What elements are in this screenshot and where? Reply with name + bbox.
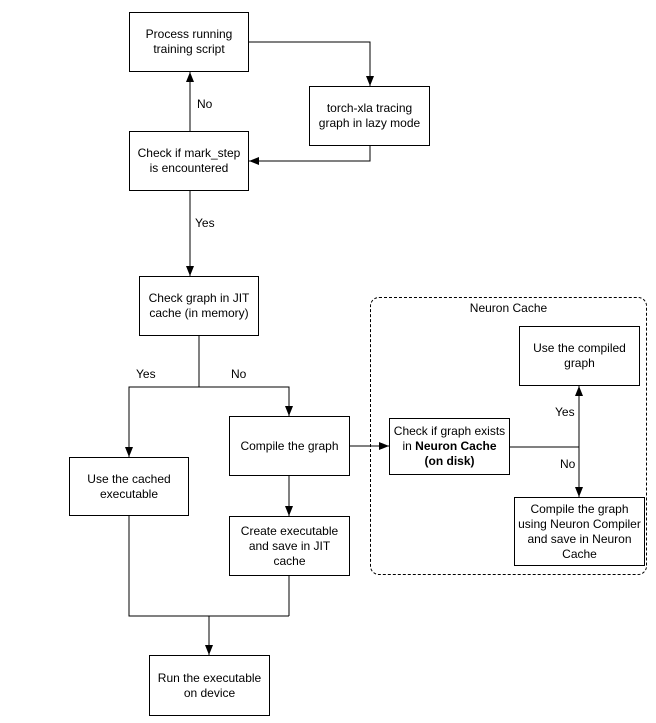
node-label: Run the executable on device xyxy=(157,670,262,700)
node-check-jit-cache xyxy=(139,276,259,336)
node-label: Use the compiled graph xyxy=(533,341,626,370)
node-torch-xla-tracing xyxy=(309,86,430,146)
edge-label-no-markstep: No xyxy=(197,97,213,111)
node-process-running-training-script xyxy=(129,12,249,72)
node-label-bold: Neuron Cache (on disk) xyxy=(415,439,497,468)
edge-label-no-jit-miss: No xyxy=(231,367,247,381)
node-compile-the-graph xyxy=(229,416,350,476)
edge-label-yes-jit-hit: Yes xyxy=(136,367,156,381)
neuron-cache-group-title: Neuron Cache xyxy=(469,301,548,315)
node-label: Compile the graph xyxy=(240,438,339,453)
node-check-mark-step xyxy=(129,131,249,191)
node-create-executable-jit xyxy=(229,516,350,576)
node-label: torch-xla tracing graph in lazy mode xyxy=(318,101,421,130)
node-compile-neuron-compiler xyxy=(514,497,645,566)
edge-label-yes-markstep: Yes xyxy=(195,216,215,230)
node-use-compiled-graph xyxy=(519,326,640,386)
node-label: Check if mark_step is encountered xyxy=(137,146,241,175)
edge-torchxla-to-markstep xyxy=(249,146,370,161)
node-run-executable-on-device xyxy=(149,655,270,716)
node-label-normal: Check if graph exists in xyxy=(393,424,506,453)
edge-process-to-torchxla xyxy=(249,42,370,86)
node-label: Process running training script xyxy=(145,27,233,56)
node-label xyxy=(392,424,507,469)
edge-label-no-neuron-miss: No xyxy=(560,457,576,471)
node-label: Use the cached executable xyxy=(87,471,171,501)
node-label: Check graph in JIT cache (in memory) xyxy=(148,291,250,320)
node-use-cached-executable xyxy=(69,457,189,516)
edge-label-yes-neuron-hit: Yes xyxy=(555,405,575,419)
node-check-neuron-cache xyxy=(389,418,510,475)
node-label: Create executable and save in JIT cache xyxy=(240,523,339,568)
node-label: Compile the graph using Neuron Compiler and save in Neuron Cache xyxy=(518,501,641,561)
edge-jitcache-yes-to-usecached xyxy=(129,336,199,457)
